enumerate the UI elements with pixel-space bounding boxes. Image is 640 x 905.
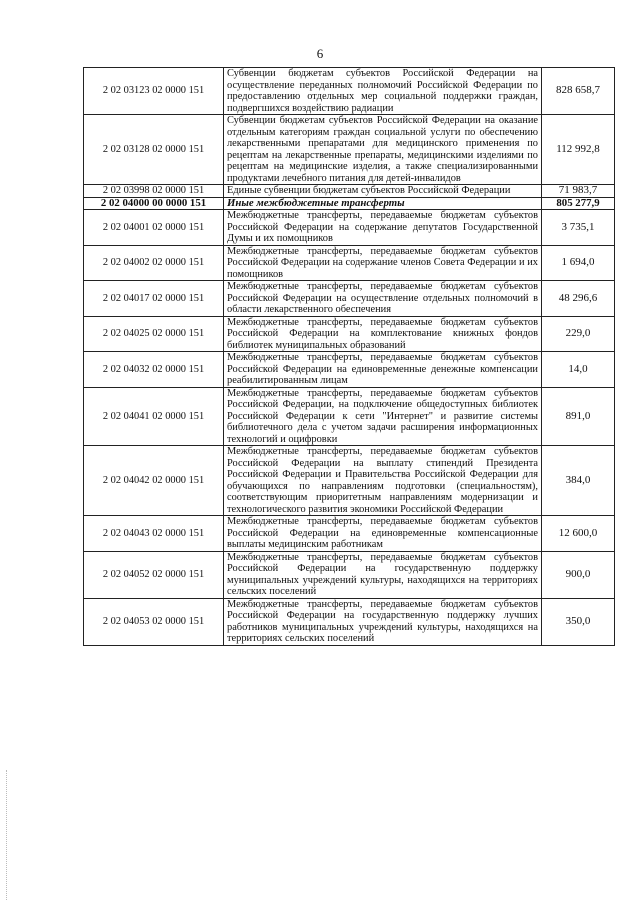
table-row [84,281,615,317]
budget-code-cell: 2 02 04017 02 0000 151 [84,281,224,317]
description-cell: Межбюджетные трансферты, передаваемые бюджетам субъектов Российской Федерации на государственную поддержку муниципальных учреждений культуры, находящихся на территориях сельских поселений [224,551,542,598]
amount-cell: 350,0 [542,598,615,645]
description-cell: Межбюджетные трансферты, передаваемые бюджетам субъектов Российской Федерации на комплектование книжных фондов библиотек муниципальных образований [224,316,542,352]
table-row [84,516,615,552]
table-row [84,115,615,185]
amount-cell: 12 600,0 [542,516,615,552]
amount-cell: 229,0 [542,316,615,352]
budget-revenue-table [83,67,615,646]
description-cell: Субвенции бюджетам субъектов Российской Федерации на осуществление переданных полномочий Российской Федерации по предоставлению отдельных мер социальной поддержки граждан, подвергшихся воздействию радиации [224,68,542,115]
budget-code-cell: 2 02 04041 02 0000 151 [84,387,224,446]
page-number: 6 [316,46,324,61]
description-cell: Субвенции бюджетам субъектов Российской Федерации на оказание отдельным категориям граждан социальной услуги по обеспечению лекарственными препаратами для медицинского применения по рецептам на лекарственные препараты, медицинскими изделиями по рецептам на медицинские изделия, а также специализированными продуктами лечебного питания для детей-инвалидов [224,115,542,185]
amount-cell: 71 983,7 [542,185,615,198]
budget-code-cell: 2 02 04042 02 0000 151 [84,446,224,516]
budget-code-cell: 2 02 04053 02 0000 151 [84,598,224,645]
amount-cell: 384,0 [542,446,615,516]
description-cell: Межбюджетные трансферты, передаваемые бюджетам субъектов Российской Федерации на выплату стипендий Президента Российской Федерации и Правительства Российской Федерации для обучающихся по направлениям подготовки (специальностям), соответствующим приоритетным направлениям модернизации и технологического развития экономики Российской Федерации [224,446,542,516]
table-row [84,68,615,115]
table-row [84,551,615,598]
scan-margin-mark [6,770,8,900]
description-cell: Межбюджетные трансферты, передаваемые бюджетам субъектов Российской Федерации, на подключение общедоступных библиотек Российской Федерации к сети "Интернет" и развитие системы библиотечного дела с учетом задачи расширения информационных технологий и оцифровки [224,387,542,446]
section-total-cell: 805 277,9 [542,197,615,210]
amount-cell: 900,0 [542,551,615,598]
amount-cell: 48 296,6 [542,281,615,317]
budget-code-cell: 2 02 03128 02 0000 151 [84,115,224,185]
section-row [84,197,615,210]
amount-cell: 14,0 [542,352,615,388]
description-cell: Межбюджетные трансферты, передаваемые бюджетам субъектов Российской Федерации на содержание членов Совета Федерации и их помощников [224,245,542,281]
budget-code-cell: 2 02 04032 02 0000 151 [84,352,224,388]
table-row [84,210,615,246]
description-cell: Межбюджетные трансферты, передаваемые бюджетам субъектов Российской Федерации на единовременные денежные компенсации реабилитированным лицам [224,352,542,388]
description-cell: Межбюджетные трансферты, передаваемые бюджетам субъектов Российской Федерации на единовременные компенсационные выплаты медицинским работникам [224,516,542,552]
table-row [84,185,615,198]
section-title-cell: Иные межбюджетные трансферты [224,197,542,210]
budget-code-cell: 2 02 04000 00 0000 151 [84,197,224,210]
amount-cell: 112 992,8 [542,115,615,185]
budget-code-cell: 2 02 04002 02 0000 151 [84,245,224,281]
amount-cell: 1 694,0 [542,245,615,281]
description-cell: Межбюджетные трансферты, передаваемые бюджетам субъектов Российской Федерации на содержание депутатов Государственной Думы и их помощников [224,210,542,246]
table-row [84,245,615,281]
budget-code-cell: 2 02 04025 02 0000 151 [84,316,224,352]
budget-code-cell: 2 02 04043 02 0000 151 [84,516,224,552]
amount-cell: 891,0 [542,387,615,446]
table-row [84,446,615,516]
table-row [84,387,615,446]
amount-cell: 828 658,7 [542,68,615,115]
description-cell: Межбюджетные трансферты, передаваемые бюджетам субъектов Российской Федерации на государственную поддержку лучших работников муниципальных учреждений культуры, находящихся на территориях сельских поселений [224,598,542,645]
table-row [84,598,615,645]
budget-code-cell: 2 02 04001 02 0000 151 [84,210,224,246]
budget-code-cell: 2 02 04052 02 0000 151 [84,551,224,598]
budget-code-cell: 2 02 03998 02 0000 151 [84,185,224,198]
table-row [84,352,615,388]
description-cell: Межбюджетные трансферты, передаваемые бюджетам субъектов Российской Федерации на осуществление отдельных полномочий в области лекарственного обеспечения [224,281,542,317]
amount-cell: 3 735,1 [542,210,615,246]
table-row [84,316,615,352]
budget-code-cell: 2 02 03123 02 0000 151 [84,68,224,115]
description-cell: Единые субвенции бюджетам субъектов Российской Федерации [224,185,542,198]
